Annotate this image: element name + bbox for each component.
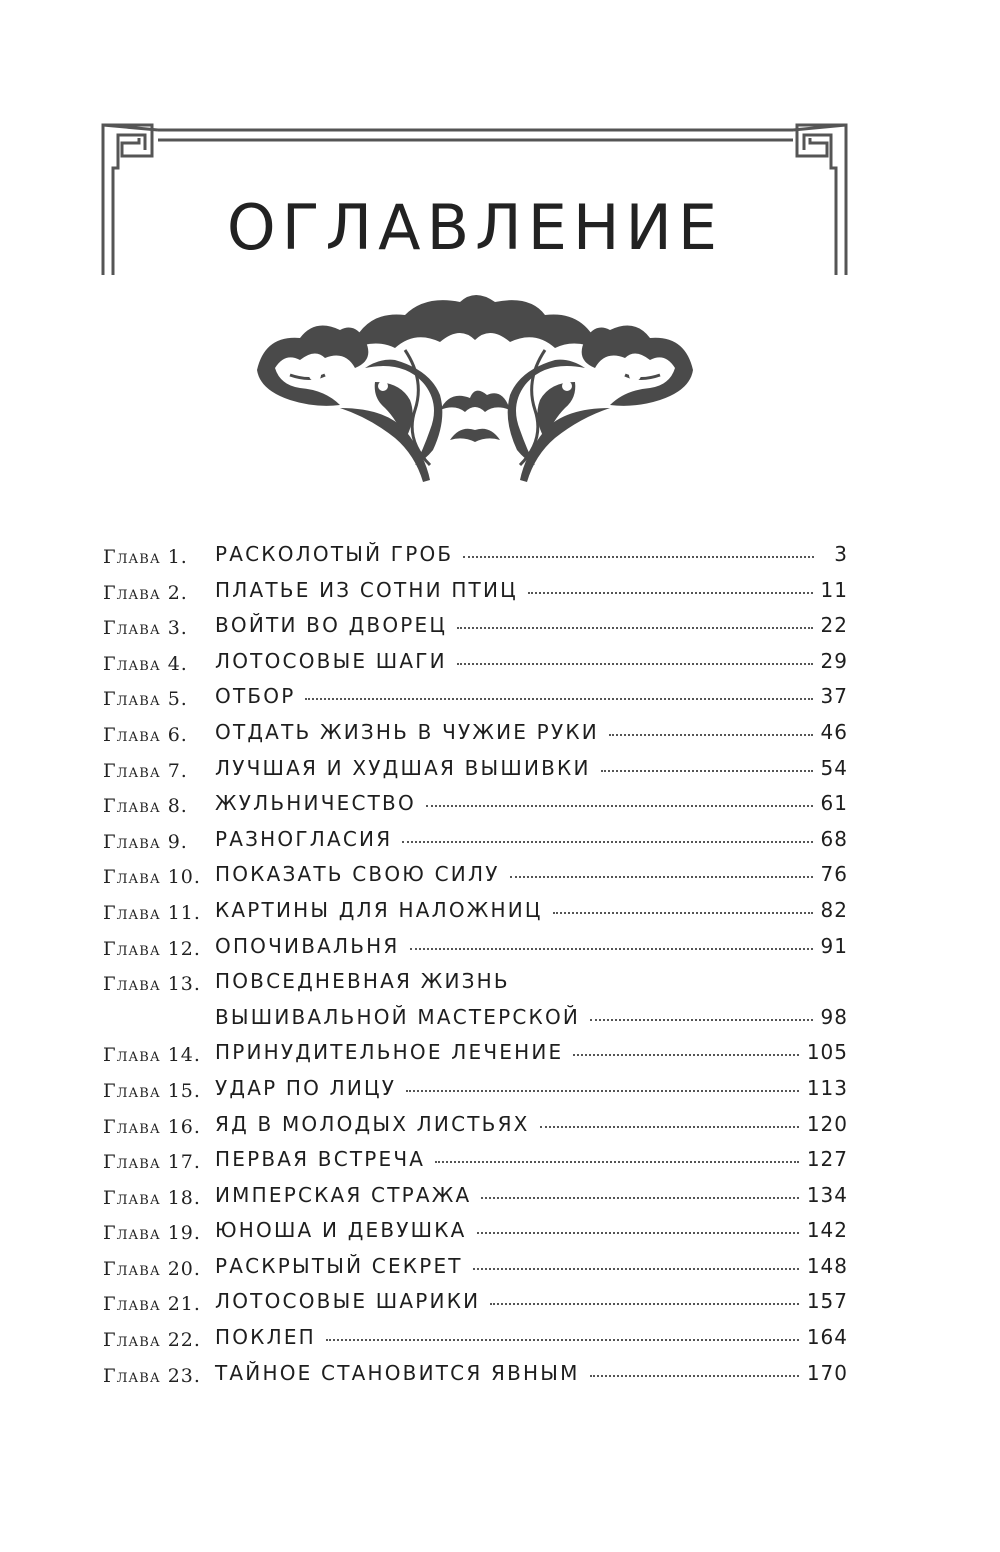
page-number: 142: [806, 1218, 848, 1243]
page-number: 98: [820, 1004, 848, 1029]
chapter-number: Глава 22.: [103, 1329, 201, 1352]
chapter-number: Глава 2.: [103, 581, 188, 604]
chapter-title: ОТБОР: [215, 684, 296, 709]
chapter-title: РАСКРЫТЫЙ СЕКРЕТ: [215, 1253, 463, 1278]
toc-entry[interactable]: [103, 1143, 848, 1179]
dot-leader: [435, 1160, 799, 1163]
dot-leader: [410, 947, 813, 950]
toc-entry[interactable]: [103, 823, 848, 859]
chapter-title: ПЕРВАЯ ВСТРЕЧА: [215, 1147, 426, 1172]
chapter-title: ВОЙТИ ВО ДВОРЕЦ: [215, 613, 448, 638]
dot-leader: [553, 911, 813, 914]
dot-leader: [573, 1053, 798, 1056]
chapter-title: ОТДАТЬ ЖИЗНЬ В ЧУЖИЕ РУКИ: [215, 719, 599, 744]
chapter-number: Глава 17.: [103, 1151, 201, 1174]
chapter-number: Глава 1.: [103, 546, 188, 568]
chapter-number: Глава 15.: [103, 1079, 201, 1102]
dot-leader: [510, 875, 813, 878]
page-number: 54: [820, 755, 848, 780]
chapter-title: ОПОЧИВАЛЬНЯ: [215, 933, 400, 958]
page-number: 61: [820, 791, 848, 816]
toc-entry[interactable]: [103, 1321, 848, 1357]
dot-leader: [540, 1125, 799, 1128]
toc-entry[interactable]: [103, 1285, 848, 1321]
chapter-number: Глава 4.: [103, 652, 188, 675]
page-number: 46: [820, 719, 848, 744]
chapter-title: ТАЙНОЕ СТАНОВИТСЯ ЯВНЫМ: [215, 1360, 580, 1385]
page-number: 11: [820, 577, 848, 602]
page-number: 105: [806, 1040, 848, 1065]
chapter-number: Глава 8.: [103, 795, 188, 818]
chapter-title-continuation: ВЫШИВАЛЬНОЙ МАСТЕРСКОЙ: [215, 1004, 581, 1029]
chapter-number: Глава 5.: [103, 688, 188, 711]
page-number: 91: [820, 933, 848, 958]
dot-leader: [457, 626, 812, 629]
toc-entry[interactable]: [103, 1357, 848, 1393]
chapter-title: ПРИНУДИТЕЛЬНОЕ ЛЕЧЕНИЕ: [215, 1040, 564, 1065]
chapter-title: ЖУЛЬНИЧЕСТВО: [215, 791, 416, 816]
toc-entry[interactable]: [103, 930, 848, 966]
toc-entry[interactable]: [103, 752, 848, 788]
dot-leader: [590, 1018, 812, 1021]
page-number: 157: [806, 1289, 848, 1314]
page-number: 3: [834, 542, 848, 566]
toc-entry[interactable]: [103, 645, 848, 681]
chapter-number: Глава 23.: [103, 1364, 201, 1387]
dot-leader: [402, 840, 812, 843]
chapter-title: ИМПЕРСКАЯ СТРАЖА: [215, 1182, 472, 1207]
chapter-number: Глава 6.: [103, 723, 188, 746]
page-number: 164: [806, 1325, 848, 1350]
chapter-title: РАСКОЛОТЫЙ ГРОБ: [215, 542, 454, 566]
toc-entry[interactable]: [103, 538, 848, 574]
chapter-title: ЛОТОСОВЫЕ ШАРИКИ: [215, 1289, 481, 1314]
page-number: 170: [806, 1360, 848, 1385]
chapter-title: ЛУЧШАЯ И ХУДШАЯ ВЫШИВКИ: [215, 755, 591, 780]
page-number: 127: [806, 1147, 848, 1172]
page-number: 22: [820, 613, 848, 638]
chapter-title: КАРТИНЫ ДЛЯ НАЛОЖНИЦ: [215, 897, 543, 922]
toc-entry[interactable]: [103, 1072, 848, 1108]
toc-entry-continuation[interactable]: [103, 1001, 848, 1037]
toc-entry[interactable]: [103, 609, 848, 645]
dot-leader: [406, 1089, 799, 1092]
toc-entry[interactable]: [103, 680, 848, 716]
dot-leader: [609, 733, 813, 736]
toc-entry[interactable]: [103, 716, 848, 752]
page-number: 29: [820, 648, 848, 673]
chapter-number: Глава 3.: [103, 617, 188, 640]
table-of-contents: [103, 538, 848, 1392]
page-number: 68: [820, 826, 848, 851]
toc-entry[interactable]: [103, 1250, 848, 1286]
dot-leader: [601, 769, 813, 772]
page-number: 82: [820, 897, 848, 922]
dot-leader: [481, 1196, 798, 1199]
page-number: 148: [806, 1253, 848, 1278]
chapter-number: Глава 7.: [103, 759, 188, 782]
chapter-number: Глава 18.: [103, 1186, 201, 1209]
chapter-title: ПОКЛЕП: [215, 1325, 316, 1350]
chapter-title: УДАР ПО ЛИЦУ: [215, 1075, 397, 1100]
dot-leader: [473, 1267, 799, 1270]
dot-leader: [426, 804, 813, 807]
chapter-number: Глава 19.: [103, 1222, 201, 1245]
chapter-number: Глава 20.: [103, 1257, 201, 1280]
dot-leader: [326, 1338, 799, 1341]
page-number: 120: [806, 1111, 848, 1136]
chapter-number: Глава 21.: [103, 1293, 201, 1316]
dot-leader: [590, 1374, 799, 1377]
dot-leader: [457, 662, 813, 665]
dot-leader: [305, 697, 812, 700]
chapter-title: ПЛАТЬЕ ИЗ СОТНИ ПТИЦ: [215, 577, 518, 602]
toc-entry[interactable]: [103, 1214, 848, 1250]
chapter-number: Глава 9.: [103, 830, 188, 853]
dot-leader: [477, 1231, 799, 1234]
page-title: ОГЛАВЛЕНИЕ: [226, 191, 724, 264]
chapter-number: Глава 16.: [103, 1115, 201, 1138]
dot-leader: [463, 555, 814, 558]
chapter-title: ЮНОША И ДЕВУШКА: [215, 1218, 467, 1243]
page-number: 76: [820, 862, 848, 887]
dot-leader: [528, 591, 813, 594]
page-number: 113: [806, 1075, 848, 1100]
toc-entry[interactable]: [103, 1179, 848, 1215]
dot-leader: [490, 1302, 799, 1305]
cloud-scroll-ornament-icon: [255, 290, 695, 490]
chapter-number: Глава 14.: [103, 1044, 201, 1067]
toc-entry[interactable]: [103, 1036, 848, 1072]
chapter-title: ЯД В МОЛОДЫХ ЛИСТЬЯХ: [215, 1111, 530, 1136]
chapter-title: ПОКАЗАТЬ СВОЮ СИЛУ: [215, 862, 500, 887]
chapter-number: Глава 13.: [103, 973, 201, 996]
toc-entry[interactable]: [103, 787, 848, 823]
page-number: 37: [820, 684, 848, 709]
toc-entry[interactable]: [103, 858, 848, 894]
page-number: 134: [806, 1182, 848, 1207]
chapter-number: Глава 10.: [103, 866, 201, 889]
chapter-number: Глава 12.: [103, 937, 201, 960]
toc-entry[interactable]: [103, 894, 848, 930]
chapter-title: ПОВСЕДНЕВНАЯ ЖИЗНЬ: [215, 969, 510, 994]
chapter-title: РАЗНОГЛАСИЯ: [215, 826, 393, 851]
toc-entry[interactable]: [103, 1108, 848, 1144]
toc-entry[interactable]: [103, 574, 848, 610]
chapter-title: ЛОТОСОВЫЕ ШАГИ: [215, 648, 447, 673]
toc-entry[interactable]: [103, 965, 848, 1001]
chapter-number: Глава 11.: [103, 901, 201, 924]
